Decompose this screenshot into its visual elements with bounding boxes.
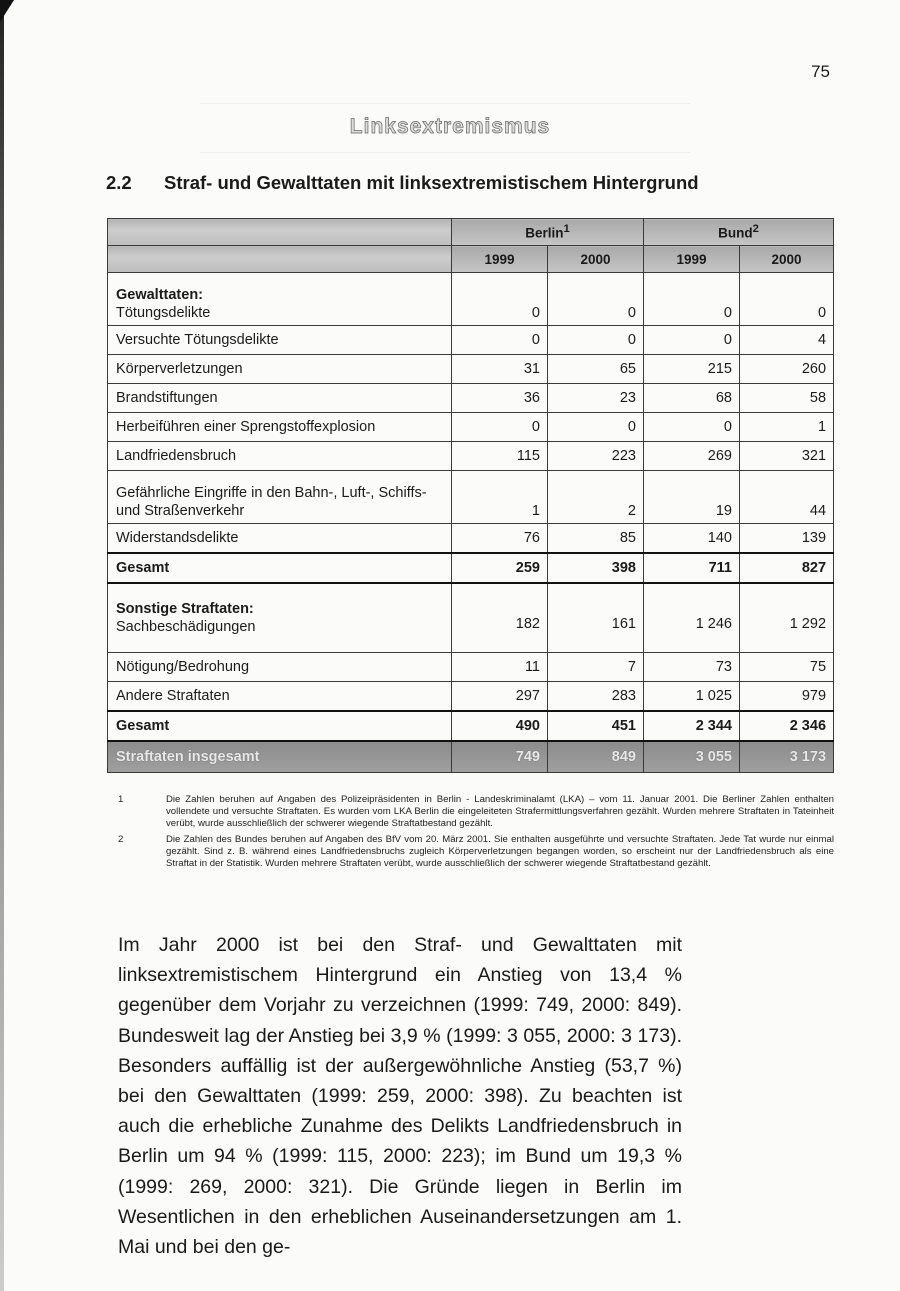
scan-edge: [0, 0, 4, 1291]
value-cell: 76: [452, 524, 548, 554]
row-label-text: Gesamt: [116, 718, 170, 734]
table-row: [108, 653, 834, 682]
category-heading: Gewalttaten:: [116, 287, 204, 303]
header-group-bund: [644, 219, 834, 246]
value-cell: 490: [452, 711, 548, 741]
running-head: Linksextremismus: [349, 115, 551, 138]
footnote: [118, 834, 834, 871]
footnote-text: Die Zahlen des Bundes beruhen auf Angaben des BfV vom 20. März 2001. Sie enthalten ausgeführte und versuchte Straftaten. Jede Tat wurde nur einmal gezählt. Sind z. B. während eines Landfriedensbruchs zugleich Körperverletzungen begangen worden, so erscheint nur der Landfriedensbruch als eine Straftat in der Statistik. Wurden mehrere Straftaten verübt, wurde ausschließlich der schwerer wiegende Straftatbestand gezählt.: [166, 833, 834, 870]
row-label-text: Nötigung/Bedrohung: [116, 659, 250, 675]
value-cell: 0: [452, 326, 548, 355]
value-cell: 269: [644, 442, 740, 471]
page-number: 75: [811, 62, 830, 81]
table-row: [108, 682, 834, 712]
total-row: [108, 711, 834, 741]
category-heading: Sonstige Straftaten:: [116, 601, 254, 617]
header-rule-bottom: [200, 152, 690, 153]
row-label-text: Widerstandsdelikte: [116, 530, 239, 546]
row-label-text: Gesamt: [116, 560, 170, 576]
header-year: 1999: [644, 246, 740, 273]
value-cell: 260: [740, 355, 834, 384]
table-header-years: [108, 246, 834, 273]
section-title: Straf- und Gewalttaten mit linksextremistischem Hintergrund: [164, 172, 699, 193]
row-label: [108, 384, 452, 413]
section-heading: [106, 172, 699, 194]
value-cell: 140: [644, 524, 740, 554]
header-year: 2000: [548, 246, 644, 273]
row-label-text: Versuchte Tötungsdelikte: [116, 332, 279, 348]
value-cell: 827: [740, 553, 834, 583]
row-label: [108, 583, 452, 653]
value-cell: 0: [644, 413, 740, 442]
header-group-berlin: [452, 219, 644, 246]
row-label-text: Tötungsdelikte: [116, 305, 211, 321]
value-cell: 1: [452, 471, 548, 524]
table-row: [108, 413, 834, 442]
value-cell: 3 173: [740, 741, 834, 773]
value-cell: 215: [644, 355, 740, 384]
grand-total-row: [108, 741, 834, 773]
value-cell: 711: [644, 553, 740, 583]
value-cell: 2 344: [644, 711, 740, 741]
value-cell: 115: [452, 442, 548, 471]
row-label-text: Gefährliche Eingriffe in den Bahn-, Luft-, Schiffs- und Straßenverkehr: [116, 485, 427, 519]
value-cell: 2 346: [740, 711, 834, 741]
value-cell: 398: [548, 553, 644, 583]
table-row: [108, 442, 834, 471]
footnote-number: 1: [118, 794, 124, 805]
value-cell: 139: [740, 524, 834, 554]
row-label: [108, 524, 452, 554]
footnote-text: Die Zahlen beruhen auf Angaben des Polizeipräsidenten in Berlin - Landeskriminalamt (LKA) – vom 11. Januar 2001. Die Berliner Zahlen enthalten vollendete und versuchte Straftaten. Es wurden vom LKA Berlin die eingeleiteten Strafermittlungsverfahren gezählt. Wurden mehrere Straftaten in Tateinheit verübt, wurde ausschließlich der schwerer wiegende Straftatbestand gezählt.: [166, 794, 834, 830]
total-row: [108, 553, 834, 583]
row-label-text: Straftaten insgesamt: [116, 749, 260, 765]
row-label: [108, 273, 452, 326]
value-cell: 4: [740, 326, 834, 355]
row-label-text: Landfriedensbruch: [116, 448, 237, 464]
row-label-text: Sachbeschädigungen: [116, 619, 256, 635]
table-row: [108, 355, 834, 384]
value-cell: 36: [452, 384, 548, 413]
value-cell: 31: [452, 355, 548, 384]
value-cell: 0: [644, 326, 740, 355]
value-cell: 259: [452, 553, 548, 583]
value-cell: 1 246: [644, 583, 740, 653]
header-year: 1999: [452, 246, 548, 273]
value-cell: 0: [452, 413, 548, 442]
value-cell: 0: [644, 273, 740, 326]
row-label: [108, 442, 452, 471]
value-cell: 75: [740, 653, 834, 682]
row-label: [108, 741, 452, 773]
value-cell: 65: [548, 355, 644, 384]
table-row: [108, 384, 834, 413]
header-blank-cell: [108, 246, 452, 273]
value-cell: 321: [740, 442, 834, 471]
row-label: [108, 553, 452, 583]
value-cell: 68: [644, 384, 740, 413]
row-label-text: Körperverletzungen: [116, 361, 243, 377]
header-blank-cell: [108, 219, 452, 246]
group-label: Berlin: [525, 225, 564, 241]
value-cell: 0: [548, 413, 644, 442]
table-body: [108, 273, 834, 773]
row-label: [108, 326, 452, 355]
scan-corner-mark: [0, 0, 14, 22]
footnote-mark: 1: [563, 223, 570, 236]
value-cell: 161: [548, 583, 644, 653]
value-cell: 0: [548, 273, 644, 326]
value-cell: 849: [548, 741, 644, 773]
value-cell: 2: [548, 471, 644, 524]
value-cell: 73: [644, 653, 740, 682]
table-row: [108, 583, 834, 653]
value-cell: 0: [740, 273, 834, 326]
crime-statistics-table: [107, 218, 834, 773]
footnote: [118, 794, 834, 831]
row-label-text: Herbeiführen einer Sprengstoffexplosion: [116, 419, 376, 435]
value-cell: 19: [644, 471, 740, 524]
group-label: Bund: [718, 225, 753, 241]
table-row: [108, 524, 834, 554]
body-paragraph: Im Jahr 2000 ist bei den Straf- und Gewalttaten mit linksextremistischem Hintergrund ein Anstieg von 13,4 % gegenüber dem Vorjahr zu verzeichnen (1999: 749, 2000: 849). Bundesweit lag der Anstieg bei 3,9 % (1999: 3 055, 2000: 3 173). Besonders auffällig ist der außergewöhnliche Anstieg (53,7 %) bei den Gewalttaten (1999: 259, 2000: 398). Zu beachten ist auch die erhebliche Zunahme des Delikts Landfriedensbruch in Berlin um 94 % (1999: 115, 2000: 223); im Bund um 19,3 % (1999: 269, 2000: 321). Die Gründe liegen in Berlin im Wesentlichen in den erheblichen Auseinandersetzungen am 1. Mai und bei den ge-: [118, 934, 682, 1259]
value-cell: 0: [452, 273, 548, 326]
value-cell: 979: [740, 682, 834, 712]
table-row: [108, 326, 834, 355]
footnotes: [118, 794, 834, 873]
value-cell: 44: [740, 471, 834, 524]
row-label-text: Andere Straftaten: [116, 688, 230, 704]
row-label-text: Brandstiftungen: [116, 390, 218, 406]
section-number: 2.2: [106, 172, 132, 193]
value-cell: 0: [548, 326, 644, 355]
value-cell: 58: [740, 384, 834, 413]
header-year: 2000: [740, 246, 834, 273]
value-cell: 3 055: [644, 741, 740, 773]
footnote-mark: 2: [752, 223, 759, 236]
value-cell: 451: [548, 711, 644, 741]
table-row: [108, 471, 834, 524]
value-cell: 223: [548, 442, 644, 471]
value-cell: 85: [548, 524, 644, 554]
value-cell: 11: [452, 653, 548, 682]
row-label: [108, 471, 452, 524]
row-label: [108, 653, 452, 682]
value-cell: 283: [548, 682, 644, 712]
header-rule-top: [200, 103, 690, 104]
value-cell: 1 292: [740, 583, 834, 653]
row-label: [108, 413, 452, 442]
value-cell: 749: [452, 741, 548, 773]
row-label: [108, 682, 452, 712]
value-cell: 182: [452, 583, 548, 653]
row-label: [108, 355, 452, 384]
table-row: [108, 273, 834, 326]
value-cell: 1 025: [644, 682, 740, 712]
value-cell: 7: [548, 653, 644, 682]
row-label: [108, 711, 452, 741]
value-cell: 297: [452, 682, 548, 712]
footnote-number: 2: [118, 833, 124, 845]
table-header-groups: [108, 219, 834, 246]
value-cell: 1: [740, 413, 834, 442]
value-cell: 23: [548, 384, 644, 413]
